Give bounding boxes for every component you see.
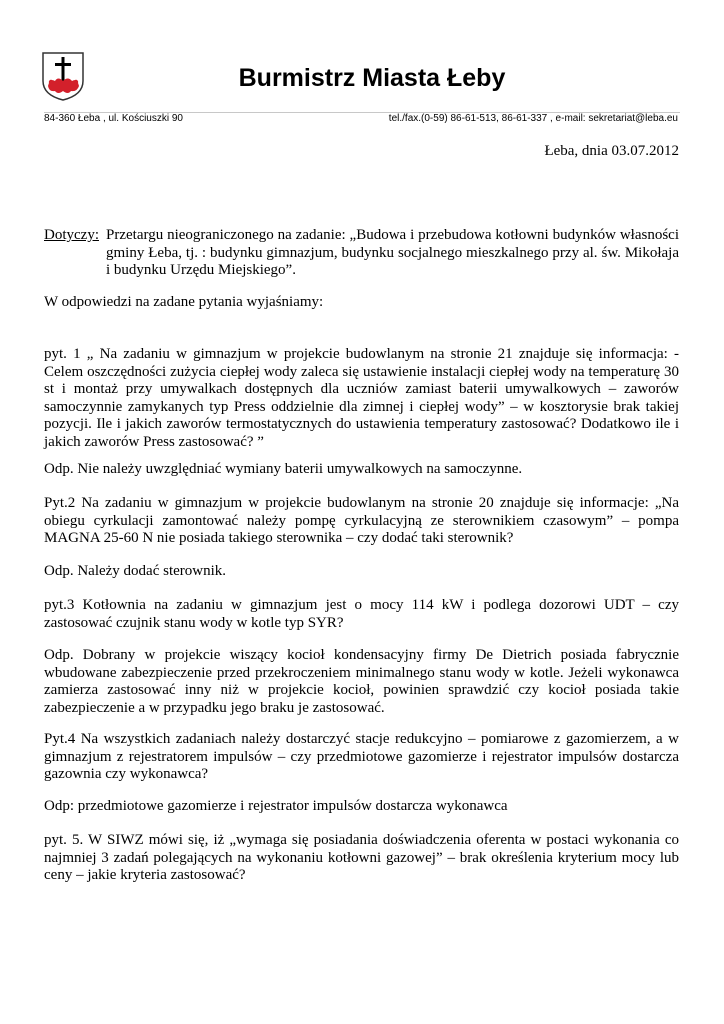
question-2: Pyt.2 Na zadaniu w gimnazjum w projekcie budowlanym na stronie 20 znajduje się informacje: „Na obiegu cyrkulacji zamontować należy pompę cyrkulacyjną ze sterownikiem czasowym” – pompa MAGNA 25-60 N nie posiada takiego sterownika – czy dodać taki sterownik? [44,495,679,546]
subject-text: Przetargu nieograniczonego na zadanie: „Budowa i przebudowa kotłowni budynków własności gminy Łeba, tj. : budynku gimnazjum, budynku socjalnego mieszkalnego przy al. św. Mikołaja i budynku Urzędu Miejskiego”. [106,227,679,278]
question-4: Pyt.4 Na wszystkich zadaniach należy dostarczyć stacje redukcyjno – pomiarowe z gazomierzem, a w gimnazjum z rejestratorem impulsów – czy przedmiotowe gazomierze i rejestrator impulsów dostarcza gazownia czy wykonawca? [44,731,679,782]
question-1: pyt. 1 „ Na zadaniu w gimnazjum w projekcie budowlanym na stronie 21 znajduje się informacja: -Celem oszczędności zużycia ciepłej wody zaleca się ustawienie instalacji ciepłej wody na temperaturę 30 st i montaż przy umywalkach dostępnych dla uczniów zamiast baterii umywalkowych – zaworów samoczynnie zamykanych typ Press oddzielnie dla zimnej i ciepłej wody” – w kosztorysie brak takiej pozycji. Ile i jakich zaworów termostatycznych do ustawienia temperatury zastosować? Dodatkowo ile i jakich zaworów Press zastosować? ” [44,346,679,450]
office-title: Burmistrz Miasta Łeby [238,64,506,92]
intro-line: W odpowiedzi na zadane pytania wyjaśniamy: [44,294,324,310]
office-contact: tel./fax.(0-59) 86-61-513, 86-61-337 , e-mail: sekretariat@leba.eu [388,113,678,124]
letter-date: Łeba, dnia 03.07.2012 [544,143,679,159]
question-5: pyt. 5. W SIWZ mówi się, iż „wymaga się posiadania doświadczenia oferenta w postaci wykonania co najmniej 3 zadań polegających na wykonaniu kotłowni gazowej” – brak określenia kryterium mocy lub ceny – jakie kryteria zastosować? [44,832,679,883]
question-3: pyt.3 Kotłownia na zadaniu w gimnazjum jest o mocy 114 kW i podlega dozorowi UDT – czy zastosować czujnik stanu wody w kotle typ SYR? [44,597,679,631]
letterhead-contact-line [44,112,678,126]
answer-4: Odp: przedmiotowe gazomierze i rejestrator impulsów dostarcza wykonawca [44,798,508,814]
subject-block [44,227,679,280]
answer-1: Odp. Nie należy uwzględniać wymiany baterii umywalkowych na samoczynne. [44,461,523,477]
office-address: 84-360 Łeba , ul. Kościuszki 90 [44,113,183,124]
answer-3: Odp. Dobrany w projekcie wiszący kocioł kondensacyjny firmy De Dietrich posiada fabrycznie wbudowane zabezpieczenie przed przekroczeniem minimalnego stanu wody w kotle. Jeżeli wykonawca zamierza zastosować inny niż w projekcie kocioł, powinien sprawdzić czy kocioł posiada takie zabezpieczenie a w przypadku jego braku je zastosować. [44,647,679,716]
answer-2: Odp. Należy dodać sterownik. [44,563,227,579]
subject-label: Dotyczy: [44,227,99,243]
